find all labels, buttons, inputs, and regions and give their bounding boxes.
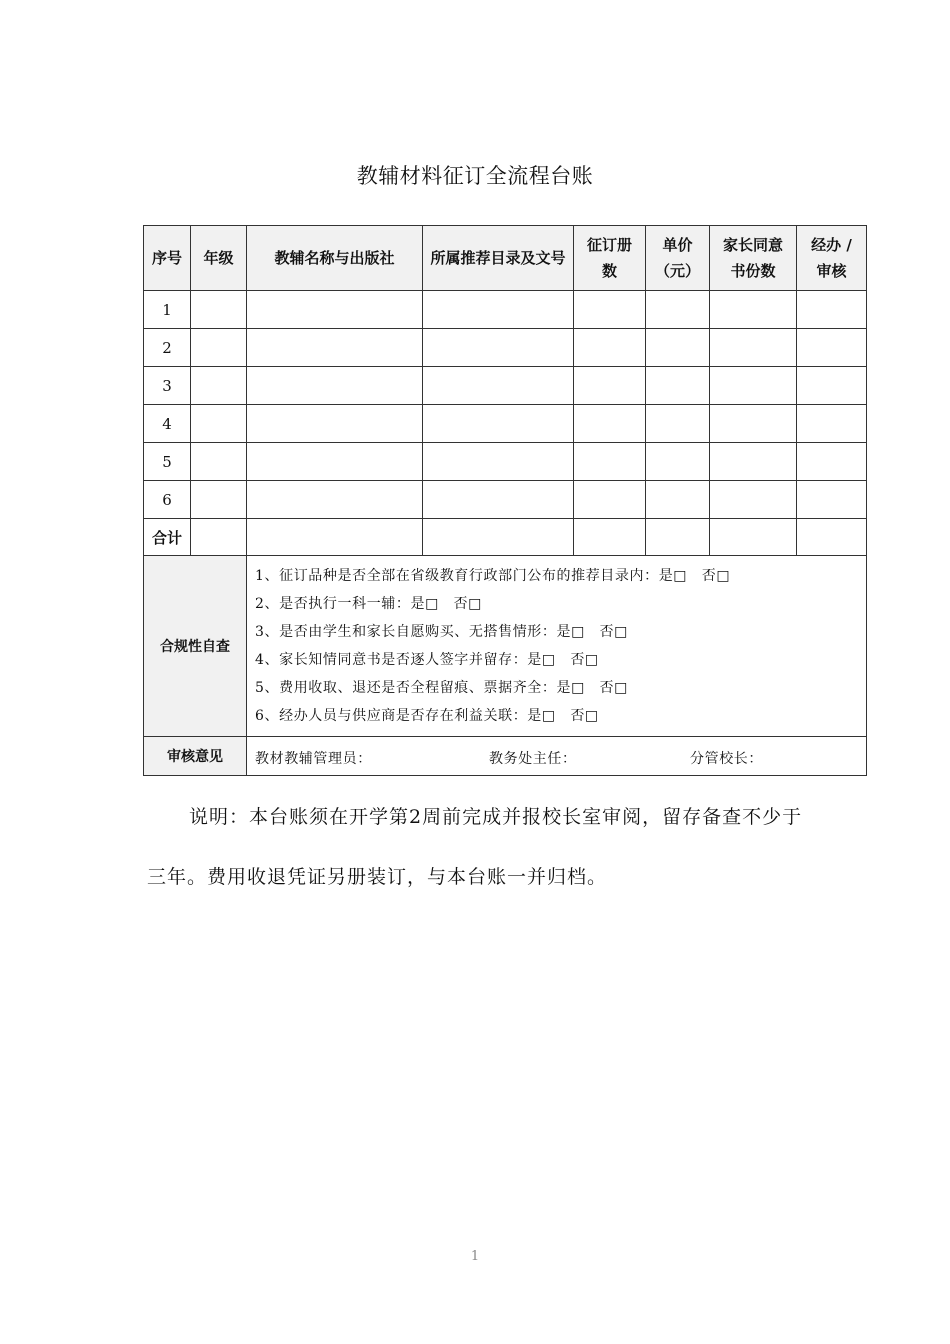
- table-cell[interactable]: [423, 481, 574, 519]
- table-cell[interactable]: [646, 481, 710, 519]
- table-cell[interactable]: [423, 291, 574, 329]
- header-cell-order-count: [574, 226, 646, 291]
- table-cell[interactable]: [574, 481, 646, 519]
- header-text: 征订册数: [586, 236, 632, 280]
- table-cell[interactable]: [574, 329, 646, 367]
- row-number: 5: [144, 443, 191, 481]
- table-cell[interactable]: [646, 519, 710, 556]
- header-cell-handler-reviewer: [797, 226, 867, 291]
- table-row: [144, 291, 867, 329]
- table-cell[interactable]: [423, 367, 574, 405]
- table-row: [144, 481, 867, 519]
- table-cell[interactable]: [247, 367, 423, 405]
- table-cell[interactable]: [423, 519, 574, 556]
- review-signatures[interactable]: [247, 737, 867, 776]
- table-cell[interactable]: [797, 329, 867, 367]
- review-row: [144, 737, 867, 776]
- header-cell-consent-forms: [710, 226, 797, 291]
- table-header-row: [144, 226, 867, 291]
- review-label: 审核意见: [144, 737, 247, 776]
- compliance-row: [144, 556, 867, 737]
- table-cell[interactable]: [797, 481, 867, 519]
- compliance-items: [247, 556, 867, 737]
- header-cell-grade: 年级: [191, 226, 247, 291]
- table-row: [144, 405, 867, 443]
- total-row: [144, 519, 867, 556]
- table-cell[interactable]: [574, 405, 646, 443]
- table-cell[interactable]: [574, 519, 646, 556]
- table-cell[interactable]: [797, 405, 867, 443]
- table-cell[interactable]: [191, 443, 247, 481]
- table-cell[interactable]: [247, 481, 423, 519]
- row-number: 4: [144, 405, 191, 443]
- document-title: 教辅材料征订全流程台账: [356, 164, 594, 188]
- row-number: 6: [144, 481, 191, 519]
- table-cell[interactable]: [191, 405, 247, 443]
- table-cell[interactable]: [797, 519, 867, 556]
- table-cell[interactable]: [191, 519, 247, 556]
- compliance-item[interactable]: 6、经办人员与供应商是否存在利益关联：是□ 否□: [255, 708, 599, 724]
- table-cell[interactable]: [710, 443, 797, 481]
- row-number: 1: [144, 291, 191, 329]
- row-number: 2: [144, 329, 191, 367]
- table-cell[interactable]: [710, 481, 797, 519]
- explanatory-note: 说明：本台账须在开学第2周前完成并报校长室审阅，留存备查不少于三年。费用收退凭证另册装订，与本台账一并归档。: [147, 806, 803, 888]
- table-cell[interactable]: [710, 329, 797, 367]
- table-cell[interactable]: [797, 291, 867, 329]
- table-cell[interactable]: [191, 291, 247, 329]
- table-row: [144, 367, 867, 405]
- signer-material-admin: 教材教辅管理员：: [255, 751, 372, 767]
- total-label: 合计: [144, 519, 191, 556]
- table-cell[interactable]: [423, 405, 574, 443]
- header-cell-catalog-doc-number: [423, 226, 574, 291]
- table-cell[interactable]: [710, 367, 797, 405]
- table-cell[interactable]: [646, 367, 710, 405]
- page-number: 1: [470, 1249, 480, 1264]
- compliance-item[interactable]: 5、费用收取、退还是否全程留痕、票据齐全：是□ 否□: [255, 680, 628, 696]
- signer-vice-principal: 分管校长：: [690, 751, 763, 767]
- table-cell[interactable]: [191, 481, 247, 519]
- ledger-table: [143, 225, 867, 776]
- table-cell[interactable]: [423, 329, 574, 367]
- compliance-item[interactable]: 2、是否执行一科一辅：是□ 否□: [255, 596, 482, 612]
- table-cell[interactable]: [247, 405, 423, 443]
- header-cell-index: 序号: [144, 226, 191, 291]
- table-cell[interactable]: [646, 291, 710, 329]
- row-number: 3: [144, 367, 191, 405]
- table-cell[interactable]: [797, 443, 867, 481]
- table-cell[interactable]: [646, 405, 710, 443]
- table-cell[interactable]: [247, 519, 423, 556]
- compliance-item[interactable]: 3、是否由学生和家长自愿购买、无搭售情形：是□ 否□: [255, 624, 628, 640]
- table-row: [144, 443, 867, 481]
- table-cell[interactable]: [423, 443, 574, 481]
- signer-academic-director: 教务处主任：: [489, 751, 577, 767]
- compliance-item[interactable]: 1、征订品种是否全部在省级教育行政部门公布的推荐目录内：是□ 否□: [255, 568, 731, 584]
- table-cell[interactable]: [247, 443, 423, 481]
- table-cell[interactable]: [710, 405, 797, 443]
- table-row: [144, 329, 867, 367]
- table-cell[interactable]: [191, 367, 247, 405]
- table-cell[interactable]: [191, 329, 247, 367]
- header-cell-material-publisher: 教辅名称与出版社: [247, 226, 423, 291]
- table-cell[interactable]: [574, 291, 646, 329]
- table-cell[interactable]: [574, 367, 646, 405]
- header-text: 家长同意书份数: [722, 236, 783, 280]
- table-cell[interactable]: [247, 291, 423, 329]
- header-text: 经办 / 审核: [811, 236, 852, 280]
- table-cell[interactable]: [646, 443, 710, 481]
- compliance-label: 合规性自查: [144, 556, 247, 737]
- table-cell[interactable]: [710, 519, 797, 556]
- table-cell[interactable]: [646, 329, 710, 367]
- table-cell[interactable]: [797, 367, 867, 405]
- table-cell[interactable]: [574, 443, 646, 481]
- header-cell-unit-price: [646, 226, 710, 291]
- header-text: 单价（元）: [654, 236, 700, 280]
- table-cell[interactable]: [710, 291, 797, 329]
- header-text: 所属推荐目录及文号: [430, 249, 566, 267]
- table-cell[interactable]: [247, 329, 423, 367]
- compliance-item[interactable]: 4、家长知情同意书是否逐人签字并留存：是□ 否□: [255, 652, 599, 668]
